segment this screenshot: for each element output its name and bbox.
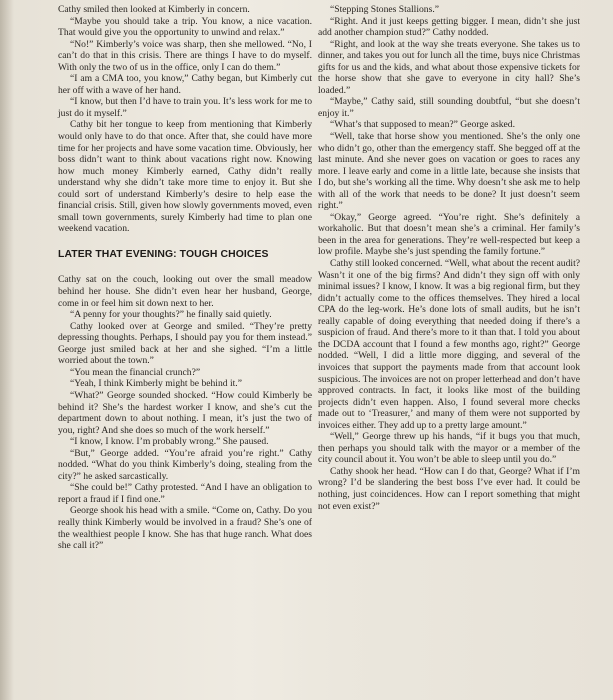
paragraph: “Maybe you should take a trip. You know, a nice vacation. That would give you the opportunity to unwind and relax.” [58, 15, 312, 39]
paragraph: “You mean the financial crunch?” [70, 366, 201, 378]
paragraph: “I know, I know. I’m probably wrong.” She paused. [70, 436, 269, 448]
paragraph: Cathy bit her tongue to keep from mentioning that Kimberly would only have to do that once. After that, she could have more time for her projects and have some vacation time. Obviously, her boss didn’t want to think about vacations right now. Knowing how much money Kimberly earned, Cathy didn’t really understand why she didn’t take more time to enjoy it. But she could sort of understand Kimberly’s desire to help ease the financial crisis. Still, given how slowly governments moved, even small town governments, surely Kimberly had time to plan one weekend vacation. [58, 119, 312, 235]
paragraph: Cathy looked over at George and smiled. “They’re pretty depressing thoughts. Perhaps, I should pay you for them instead.” George just smiled back at her and she sighed. “I’m a little worried about the town.” [58, 320, 312, 367]
paragraph: “Maybe,” Cathy said, still sounding doubtful, “but she doesn’t enjoy it.” [318, 96, 580, 119]
paragraph: “Yeah, I think Kimberly might be behind it.” [70, 378, 242, 390]
paragraph: “She could be!” Cathy protested. “And I have an obligation to report a fraud if I find one.” [58, 482, 312, 505]
paragraph: “No!” Kimberly’s voice was sharp, then she mellowed. “No, I can’t do that in this crisis. There are things I have to do myself. With only the two of us in the office, only I can do them.” [58, 38, 312, 73]
paragraph: “Well, take that horse show you mentioned. She’s the only one who didn’t go, other than the emergency staff. She begged off at the last minute. And she never goes on vacation or goes to races any more. I leave early and come in a little late, because she insists that I do, but she’s working all the time. Why doesn’t she ask me to help with all of the work that needs to be done? It just doesn’t seem right.” [318, 131, 580, 212]
paragraph: “Right, and look at the way she treats everyone. She takes us to dinner, and takes you out for lunch all the time, buys nice Christmas gifts for us and the kids, and what about those expensive tickets for the horse show that she gave to everyone in city hall? She’s loaded.” [318, 38, 580, 96]
page-edge-shadow [0, 0, 14, 700]
paragraph: “Okay,” George agreed. “You’re right. She’s definitely a workaholic. But that doesn’t mean she’s a criminal. Her family’s been in the area for generations. They’re well-respected but keep a low profile. Maybe she’s just spending the family fortune.” [318, 211, 580, 258]
right-column [318, 4, 580, 512]
paragraph: Cathy shook her head. “How can I do that, George? What if I’m wrong? I’d be slandering the best boss I’ve ever had. It could be nothing, just coincidences. How can I report something that might not even exist?” [318, 465, 580, 512]
paragraph: “I know, but then I’d have to train you. It’s less work for me to just do it myself.” [58, 96, 312, 119]
section-heading: LATER THAT EVENING: TOUGH CHOICES [58, 248, 269, 260]
paragraph: Cathy sat on the couch, looking out over the small meadow behind her house. She didn’t even hear her husband, George, come in or feel him sit down next to her. [58, 274, 312, 309]
paragraph: “But,” George added. “You’re afraid you’re right.” Cathy nodded. “What do you think Kimberly’s doing, stealing from the city?” he asked sarcastically. [58, 447, 312, 482]
paragraph: Cathy still looked concerned. “Well, what about the recent audit? Wasn’t it one of the big firms? And didn’t they sign off with only minimal issues? I know, I know. It was a big regional firm, but they didn’t actually come to the offices themselves. They hired a local CPA do the leg-work. He’s done lots of small audits, but he isn’t really capable of doing everything that needed doing if there’s a suspicion of fraud. And there’s more to it than that. I told you about the DCDA account that I found a few months ago, right?” George nodded. “Well, I did a little more digging, and several of the invoices that support the payments made from that account look suspicious. The invoices are not on proper letterhead and don’t have approved contracts. In fact, it looks like most of the building projects didn’t even happen. Also, I found several more checks made out to ‘Treasurer,’ and many of them were not supported by invoices either. They add up to a pretty large amount.” [318, 258, 580, 431]
paragraph: “Well,” George threw up his hands, “if it bugs you that much, then perhaps you should talk with the mayor or a member of the city council about it. You won’t be able to sleep until you do.” [318, 431, 580, 466]
paragraph: “Stepping Stones Stallions.” [330, 4, 439, 15]
paragraph: “A penny for your thoughts?” he finally said quietly. [70, 309, 272, 321]
paragraph: “What’s that supposed to mean?” George asked. [330, 119, 515, 131]
paragraph: George shook his head with a smile. “Come on, Cathy. Do you really think Kimberly would be involved in a fraud? She’s one of the wealthiest people I know. She has that huge ranch. What does she call it?” [58, 505, 312, 552]
paragraph: “Right. And it just keeps getting bigger. I mean, didn’t she just add another champion stud?” Cathy nodded. [318, 15, 580, 39]
paragraph: “What?” George sounded shocked. “How could Kimberly be behind it? She’s the hardest worker I know, and she’s cut the department down to about nothing. I mean, it’s just the two of you, right? And she does so much of the work herself.” [58, 389, 312, 436]
left-column [58, 4, 312, 552]
paragraph: Cathy smiled then looked at Kimberly in concern. [58, 4, 250, 15]
paragraph: “I am a CMA too, you know,” Cathy began, but Kimberly cut her off with a wave of her hand. [58, 73, 312, 96]
